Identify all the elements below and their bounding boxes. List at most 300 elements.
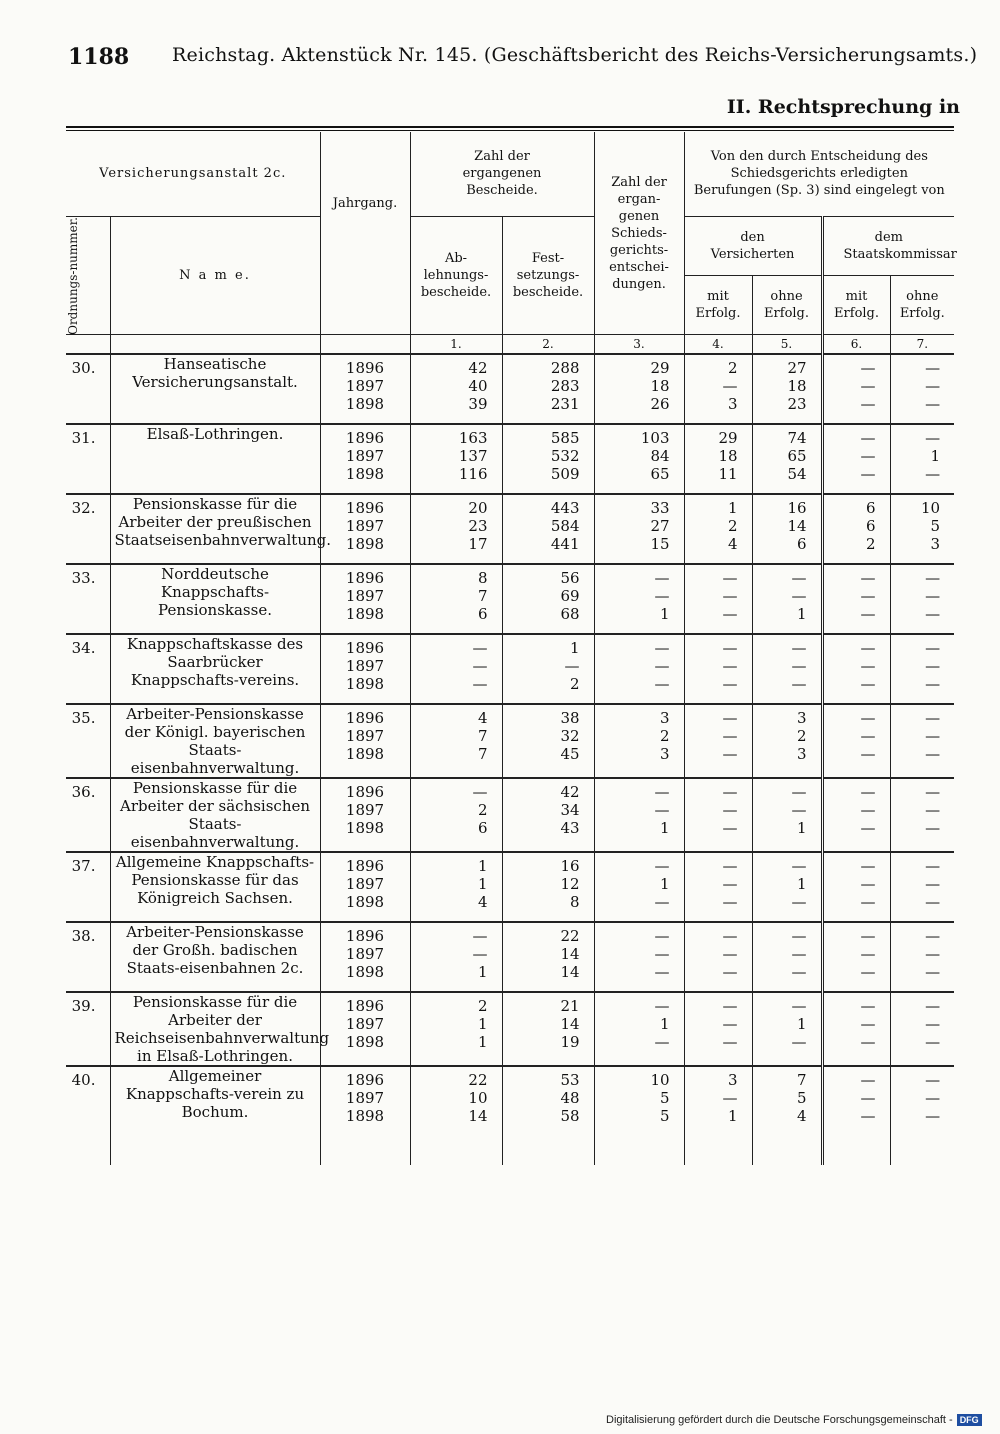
col-3-cell-value: 1 xyxy=(659,875,670,894)
col-4-cell xyxy=(684,494,752,564)
col-7-cell xyxy=(890,634,954,704)
top-rule xyxy=(66,126,954,128)
col-4-cell-value: — xyxy=(722,727,738,746)
year-cell-value: 1897 xyxy=(345,517,385,536)
col-6-cell-value: — xyxy=(860,395,876,414)
col-number: 6. xyxy=(822,335,890,355)
col-4-cell xyxy=(684,564,752,634)
col-2-cell-value: 48 xyxy=(560,1089,580,1108)
col-7-cell-value: — xyxy=(925,709,941,728)
col-2-cell-value: 12 xyxy=(560,875,580,894)
col-5-cell-value: 14 xyxy=(787,517,807,536)
year-cell-value: 1897 xyxy=(345,447,385,466)
col-1-cell xyxy=(410,704,502,778)
col-5-cell-value: — xyxy=(791,801,807,820)
col-6-cell-value: — xyxy=(860,1015,876,1034)
table-row xyxy=(66,354,954,424)
col-3-cell-value: 1 xyxy=(659,819,670,838)
col-3-cell-value: 29 xyxy=(650,359,670,378)
col-1-cell-value: 40 xyxy=(468,377,488,396)
col-6-cell-value: — xyxy=(860,1033,876,1052)
col-7-cell-value: — xyxy=(925,857,941,876)
col-2-cell-value: 69 xyxy=(560,587,580,606)
year-cell-value: 1898 xyxy=(345,675,385,694)
col-5-cell xyxy=(752,634,822,704)
col-7-cell-value: — xyxy=(925,605,941,624)
col-6-cell-value: — xyxy=(860,377,876,396)
header-jahrgang-spacer xyxy=(320,275,410,334)
col-3-cell-value: — xyxy=(654,639,670,658)
col-5-cell-value: — xyxy=(791,963,807,982)
year-cell xyxy=(320,704,410,778)
col-7-cell-value: — xyxy=(925,1015,941,1034)
col-2-cell xyxy=(502,634,594,704)
col-2-cell-value: 21 xyxy=(560,997,580,1016)
col-2-cell xyxy=(502,778,594,852)
col-1-cell-value: 7 xyxy=(477,745,488,764)
col-6-cell-value: — xyxy=(860,429,876,448)
col-5-cell-value: 1 xyxy=(796,819,807,838)
col-5-cell-value: — xyxy=(791,997,807,1016)
col-2-cell-value: 509 xyxy=(550,465,580,484)
row-number: 33. xyxy=(66,564,110,634)
col-2-cell-value: 14 xyxy=(560,1015,580,1034)
col-5-cell xyxy=(752,494,822,564)
col-3-cell-value: 3 xyxy=(659,709,670,728)
col-6-cell-value: — xyxy=(860,587,876,606)
top-rule-thin xyxy=(66,130,954,131)
col-2-cell-value: 22 xyxy=(560,927,580,946)
col-5-cell-value: — xyxy=(791,639,807,658)
col-1-cell-value: 137 xyxy=(458,447,488,466)
col-3-cell-value: 3 xyxy=(659,745,670,764)
col-1-cell-value: 1 xyxy=(477,1033,488,1052)
col-5-cell-value: 65 xyxy=(787,447,807,466)
col-4-cell-value: — xyxy=(722,657,738,676)
col-7-cell xyxy=(890,564,954,634)
col-1-cell-value: 8 xyxy=(477,569,488,588)
col-3-cell-value: 2 xyxy=(659,727,670,746)
col-1-cell-value: 6 xyxy=(477,605,488,624)
row-name: Arbeiter-Pensionskasse der Königl. bayerischen Staats-eisenbahnverwaltung. xyxy=(110,704,320,778)
col-4-cell-value: — xyxy=(722,1015,738,1034)
col-1-cell-value: 1 xyxy=(477,857,488,876)
col-6-cell-value: — xyxy=(860,745,876,764)
col-3-cell-value: — xyxy=(654,657,670,676)
col-4-cell xyxy=(684,992,752,1066)
row-number: 37. xyxy=(66,852,110,922)
col-4-cell-value: — xyxy=(722,587,738,606)
col-2-cell-value: 45 xyxy=(560,745,580,764)
header-festsetzung: Fest-setzungs-bescheide. xyxy=(502,216,594,335)
col-5-cell-value: — xyxy=(791,927,807,946)
col-number: 5. xyxy=(752,335,822,355)
col-7-cell-value: — xyxy=(925,1071,941,1090)
year-cell xyxy=(320,778,410,852)
col-1-cell-value: 4 xyxy=(477,709,488,728)
section-title: II. Rechtsprechung in xyxy=(726,96,960,118)
col-7-cell xyxy=(890,704,954,778)
year-cell-value: 1897 xyxy=(345,657,385,676)
col-1-cell-value: 14 xyxy=(468,1107,488,1126)
col-5-cell-value: 27 xyxy=(787,359,807,378)
col-7-cell-value: — xyxy=(925,377,941,396)
col-5-cell xyxy=(752,564,822,634)
col-6-cell-value: — xyxy=(860,1071,876,1090)
year-cell-value: 1897 xyxy=(345,875,385,894)
row-name: Pensionskasse für die Arbeiter der preußischen Staatseisenbahnverwaltung. xyxy=(110,494,320,564)
col-4-cell-value: — xyxy=(722,945,738,964)
header-ohne-2: ohne Erfolg. xyxy=(890,275,954,334)
col-3-cell-value: — xyxy=(654,963,670,982)
col-6-cell xyxy=(822,922,890,992)
row-number: 31. xyxy=(66,424,110,494)
col-7-cell-value: — xyxy=(925,927,941,946)
col-3-cell-value: 1 xyxy=(659,605,670,624)
col-1-cell-value: 2 xyxy=(477,801,488,820)
col-5-cell-value: — xyxy=(791,1033,807,1052)
col-3-cell xyxy=(594,494,684,564)
col-7-cell xyxy=(890,992,954,1066)
header-ordnung-cell xyxy=(66,216,110,335)
col-1-cell xyxy=(410,778,502,852)
col-6-cell-value: — xyxy=(860,639,876,658)
header-versicherten: den Versicherten xyxy=(684,216,822,275)
col-6-cell xyxy=(822,494,890,564)
year-cell-value: 1897 xyxy=(345,945,385,964)
statistics-table xyxy=(66,132,957,1165)
col-2-cell-value: 32 xyxy=(560,727,580,746)
year-cell xyxy=(320,922,410,992)
col-1-cell-value: 1 xyxy=(477,875,488,894)
col-2-cell xyxy=(502,564,594,634)
col-1-cell-value: 116 xyxy=(458,465,488,484)
row-name: Pensionskasse für die Arbeiter der Reichseisenbahnverwaltung in Elsaß-Lothringen. xyxy=(110,992,320,1066)
col-2-cell xyxy=(502,992,594,1066)
col-6-cell xyxy=(822,778,890,852)
col-6-cell-value: — xyxy=(860,727,876,746)
col-5-cell-value: 1 xyxy=(796,875,807,894)
year-cell-value: 1896 xyxy=(345,359,385,378)
col-2-cell xyxy=(502,424,594,494)
col-7-cell-value: — xyxy=(925,359,941,378)
col-4-cell-value: — xyxy=(722,1033,738,1052)
col-1-cell-value: — xyxy=(472,639,488,658)
col-5-cell xyxy=(752,852,822,922)
col-7-cell xyxy=(890,778,954,852)
year-cell xyxy=(320,354,410,424)
col-5-cell-value: 3 xyxy=(796,745,807,764)
header-anstalt: Versicherungsanstalt 2c. xyxy=(66,132,320,216)
col-4-cell-value: — xyxy=(722,377,738,396)
table-row xyxy=(66,564,954,634)
col-1-cell-value: 10 xyxy=(468,1089,488,1108)
col-1-cell xyxy=(410,922,502,992)
col-1-cell xyxy=(410,634,502,704)
col-6-cell-value: — xyxy=(860,801,876,820)
col-7-cell-value: — xyxy=(925,819,941,838)
col-5-cell-value: 16 xyxy=(787,499,807,518)
col-3-cell xyxy=(594,778,684,852)
col-5-cell-value: 4 xyxy=(796,1107,807,1126)
col-2-cell-value: 68 xyxy=(560,605,580,624)
col-7-cell-value: — xyxy=(925,657,941,676)
col-1-cell-value: 4 xyxy=(477,893,488,912)
col-6-cell-value: — xyxy=(860,569,876,588)
col-1-cell xyxy=(410,424,502,494)
col-7-cell-value: — xyxy=(925,1107,941,1126)
col-1-cell xyxy=(410,494,502,564)
col-6-cell xyxy=(822,564,890,634)
header-ohne-1: ohne Erfolg. xyxy=(752,275,822,334)
col-5-cell xyxy=(752,704,822,778)
table-row xyxy=(66,922,954,992)
col-3-cell-value: — xyxy=(654,801,670,820)
col-7-cell-value: — xyxy=(925,997,941,1016)
col-5-cell-value: 3 xyxy=(796,709,807,728)
col-6-cell-value: — xyxy=(860,465,876,484)
col-6-cell xyxy=(822,852,890,922)
col-7-cell-value: — xyxy=(925,587,941,606)
row-number: 36. xyxy=(66,778,110,852)
col-4-cell xyxy=(684,1066,752,1135)
col-2-cell xyxy=(502,1066,594,1135)
col-2-cell-value: 8 xyxy=(569,893,580,912)
col-6-cell-value: — xyxy=(860,447,876,466)
header-staatskommissar: dem Staatskommissar xyxy=(822,216,954,275)
col-1-cell-value: — xyxy=(472,945,488,964)
col-4-cell-value: — xyxy=(722,569,738,588)
running-header xyxy=(68,44,978,80)
row-name: Allgemeiner Knappschafts-verein zu Bochum. xyxy=(110,1066,320,1135)
row-name: Arbeiter-Pensionskasse der Großh. badischen Staats-eisenbahnen 2c. xyxy=(110,922,320,992)
col-5-cell-value: — xyxy=(791,945,807,964)
col-6-cell-value: — xyxy=(860,945,876,964)
col-3-cell-value: 18 xyxy=(650,377,670,396)
col-1-cell xyxy=(410,564,502,634)
col-6-cell xyxy=(822,704,890,778)
col-4-cell-value: — xyxy=(722,605,738,624)
col-1-cell-value: 23 xyxy=(468,517,488,536)
row-number: 35. xyxy=(66,704,110,778)
col-3-cell-value: 84 xyxy=(650,447,670,466)
table-row xyxy=(66,424,954,494)
col-6-cell xyxy=(822,634,890,704)
col-2-cell xyxy=(502,922,594,992)
col-6-cell-value: — xyxy=(860,857,876,876)
col-5-cell-value: — xyxy=(791,857,807,876)
col-2-cell-value: — xyxy=(564,657,580,676)
col-2-cell-value: 53 xyxy=(560,1071,580,1090)
col-4-cell-value: 18 xyxy=(718,447,738,466)
col-7-cell-value: — xyxy=(925,639,941,658)
col-1-cell-value: 17 xyxy=(468,535,488,554)
row-number: 34. xyxy=(66,634,110,704)
col-7-cell-value: 10 xyxy=(920,499,941,518)
year-cell-value: 1898 xyxy=(345,893,385,912)
col-5-cell-value: 5 xyxy=(796,1089,807,1108)
col-5-cell-value: — xyxy=(791,783,807,802)
col-2-cell-value: 43 xyxy=(560,819,580,838)
year-cell-value: 1896 xyxy=(345,783,385,802)
table-row xyxy=(66,704,954,778)
col-2-cell-value: 288 xyxy=(550,359,580,378)
col-4-cell-value: — xyxy=(722,875,738,894)
col-7-cell xyxy=(890,922,954,992)
col-1-cell-value: 163 xyxy=(458,429,488,448)
year-cell-value: 1896 xyxy=(345,927,385,946)
year-cell-value: 1896 xyxy=(345,429,385,448)
year-cell-value: 1898 xyxy=(345,1107,385,1126)
col-6-cell-value: — xyxy=(860,605,876,624)
col-3-cell-value: 33 xyxy=(650,499,670,518)
col-4-cell-value: — xyxy=(722,675,738,694)
col-1-cell-value: 6 xyxy=(477,819,488,838)
col-2-cell xyxy=(502,354,594,424)
header-zahl-bescheide: Zahl der ergangenen Bescheide. xyxy=(410,132,594,216)
header-ablehnung: Ab-lehnungs-bescheide. xyxy=(410,216,502,335)
header-mit-2: mit Erfolg. xyxy=(822,275,890,334)
col-1-cell-value: 20 xyxy=(468,499,488,518)
col-7-cell xyxy=(890,494,954,564)
col-3-cell xyxy=(594,852,684,922)
dfg-logo: DFG xyxy=(957,1414,982,1426)
col-6-cell xyxy=(822,354,890,424)
col-3-cell-value: 5 xyxy=(659,1089,670,1108)
col-number: 2. xyxy=(502,335,594,355)
col-2-cell-value: 231 xyxy=(550,395,580,414)
col-4-cell-value: — xyxy=(722,801,738,820)
col-5-cell xyxy=(752,778,822,852)
year-cell-value: 1898 xyxy=(345,395,385,414)
col-6-cell-value: — xyxy=(860,1089,876,1108)
col-7-cell xyxy=(890,852,954,922)
col-7-cell-value: — xyxy=(925,893,941,912)
row-number: 38. xyxy=(66,922,110,992)
footer xyxy=(606,1414,982,1426)
col-1-cell-value: 1 xyxy=(477,1015,488,1034)
year-cell xyxy=(320,424,410,494)
col-2-cell-value: 19 xyxy=(560,1033,580,1052)
col-3-cell-value: — xyxy=(654,893,670,912)
year-cell-value: 1896 xyxy=(345,857,385,876)
col-5-cell-value: — xyxy=(791,587,807,606)
col-1-cell-value: 22 xyxy=(468,1071,488,1090)
col-4-cell-value: — xyxy=(722,857,738,876)
col-4-cell-value: — xyxy=(722,963,738,982)
col-5-cell-value: 74 xyxy=(787,429,807,448)
year-cell xyxy=(320,634,410,704)
col-4-cell-value: 11 xyxy=(718,465,738,484)
col-1-cell-value: — xyxy=(472,657,488,676)
col-1-cell-value: 39 xyxy=(468,395,488,414)
col-6-cell-value: — xyxy=(860,893,876,912)
row-name: Knappschaftskasse des Saarbrücker Knappschafts-vereins. xyxy=(110,634,320,704)
row-name: Pensionskasse für die Arbeiter der sächsischen Staats-eisenbahnverwaltung. xyxy=(110,778,320,852)
col-7-cell-value: — xyxy=(925,963,941,982)
year-cell-value: 1898 xyxy=(345,963,385,982)
year-cell-value: 1898 xyxy=(345,535,385,554)
col-3-cell-value: — xyxy=(654,569,670,588)
col-2-cell-value: 58 xyxy=(560,1107,580,1126)
col-3-cell-value: 10 xyxy=(650,1071,670,1090)
col-4-cell-value: 1 xyxy=(727,1107,738,1126)
col-1-cell-value: — xyxy=(472,927,488,946)
col-7-cell-value: — xyxy=(925,783,941,802)
col-7-cell-value: — xyxy=(925,727,941,746)
col-7-cell-value: — xyxy=(925,945,941,964)
year-cell-value: 1897 xyxy=(345,587,385,606)
year-cell-value: 1896 xyxy=(345,997,385,1016)
footer-text: Digitalisierung gefördert durch die Deutsche Forschungsgemeinschaft - xyxy=(606,1414,953,1426)
col-7-cell-value: — xyxy=(925,465,941,484)
col-3-cell xyxy=(594,992,684,1066)
col-4-cell-value: — xyxy=(722,745,738,764)
col-2-cell-value: 2 xyxy=(569,675,580,694)
col-4-cell-value: 2 xyxy=(727,517,738,536)
year-cell-value: 1898 xyxy=(345,745,385,764)
table-body xyxy=(66,354,954,1165)
col-6-cell-value: — xyxy=(860,997,876,1016)
col-4-cell-value: 3 xyxy=(727,395,738,414)
col-3-cell-value: — xyxy=(654,587,670,606)
table-row xyxy=(66,852,954,922)
col-6-cell-value: — xyxy=(860,359,876,378)
col-3-cell-value: 15 xyxy=(650,535,670,554)
col-4-cell-value: 1 xyxy=(727,499,738,518)
header-ordnung: Ordnungs-nummer. xyxy=(66,216,80,335)
col-5-cell-value: — xyxy=(791,675,807,694)
col-5-cell xyxy=(752,354,822,424)
col-1-cell xyxy=(410,852,502,922)
col-3-cell-value: — xyxy=(654,945,670,964)
row-name: Norddeutsche Knappschafts-Pensionskasse. xyxy=(110,564,320,634)
table-row xyxy=(66,1066,954,1135)
col-3-cell xyxy=(594,424,684,494)
col-5-cell-value: 2 xyxy=(796,727,807,746)
col-2-cell-value: 585 xyxy=(550,429,580,448)
col-4-cell-value: — xyxy=(722,709,738,728)
col-6-cell-value: — xyxy=(860,783,876,802)
col-6-cell xyxy=(822,1066,890,1135)
col-3-cell-value: 1 xyxy=(659,1015,670,1034)
col-number: 3. xyxy=(594,335,684,355)
year-cell-value: 1898 xyxy=(345,605,385,624)
col-7-cell-value: — xyxy=(925,675,941,694)
col-6-cell-value: — xyxy=(860,875,876,894)
header-berufungen: Von den durch Entscheidung des Schiedsgerichts erledigten Berufungen (Sp. 3) sind eingelegt von xyxy=(684,132,954,216)
row-name: Allgemeine Knappschafts-Pensionskasse für das Königreich Sachsen. xyxy=(110,852,320,922)
header-jahrgang: Jahrgang. xyxy=(320,132,410,275)
col-5-cell-value: 6 xyxy=(796,535,807,554)
year-cell-value: 1896 xyxy=(345,499,385,518)
col-4-cell xyxy=(684,704,752,778)
col-4-cell xyxy=(684,852,752,922)
col-number: 4. xyxy=(684,335,752,355)
col-6-cell xyxy=(822,992,890,1066)
col-4-cell-value: — xyxy=(722,893,738,912)
col-7-cell xyxy=(890,354,954,424)
col-6-cell-value: — xyxy=(860,709,876,728)
col-1-cell xyxy=(410,992,502,1066)
row-number: 30. xyxy=(66,354,110,424)
col-7-cell-value: — xyxy=(925,1089,941,1108)
col-number: 7. xyxy=(890,335,954,355)
header-name: N a m e. xyxy=(110,216,320,335)
year-cell-value: 1898 xyxy=(345,465,385,484)
year-cell xyxy=(320,494,410,564)
year-cell-value: 1896 xyxy=(345,1071,385,1090)
